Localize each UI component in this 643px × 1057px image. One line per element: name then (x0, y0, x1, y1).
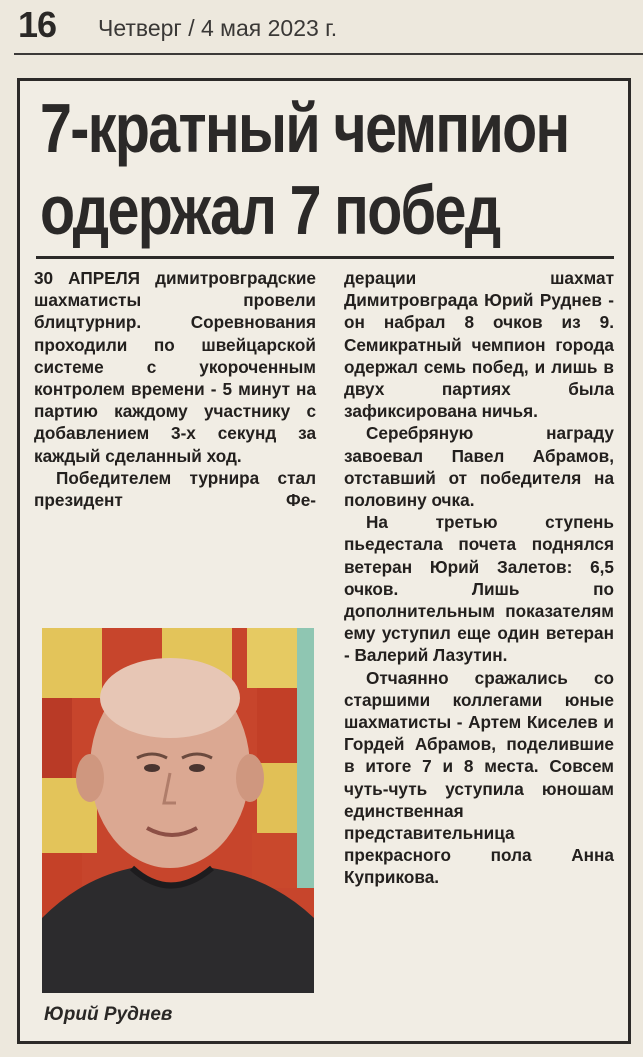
article-frame (17, 78, 631, 1044)
article-column-left (34, 267, 316, 511)
article-paragraph-2-end: дерации шахмат Димитровграда Юрий Руднев - он набрал 8 очков из 9. Семикратный чемпион города одержал семь побед, и лишь в двух партиях была зафиксирована ничья. (344, 268, 614, 422)
header-rule (14, 53, 643, 55)
article-paragraph-4: На третью ступень пьедестала почета поднялся ветеран Юрий Залетов: 6,5 очков. Лишь по дополнительным показателям ему уступил еще один ветеран - Валерий Лазутин. (344, 512, 614, 666)
photo-caption: Юрий Руднев (44, 1004, 173, 1025)
article-headline (40, 87, 569, 251)
headline-rule (36, 256, 614, 259)
page-header (0, 0, 643, 52)
article-paragraph-1 (34, 267, 316, 467)
headline-line-1: 7-кратный чемпион (40, 89, 569, 167)
article-paragraph-3: Серебряную награду завоевал Павел Абрамов, отставший от победителя на половину очка. (344, 423, 614, 511)
article-paragraph-2-start: Победителем турнира стал президент Фе- (34, 467, 316, 511)
paragraph-1-text: димитровградские шахматисты провели блицтурнир. Соревнования проходили по швейцарской системе с укороченным контролем времени - 5 минут на партию каждому участнику с добавлением 3-х секунд за каждый сделанный ход. (34, 268, 316, 466)
headline-line-2: одержал 7 побед (40, 171, 500, 249)
article-column-right (344, 267, 614, 889)
article-paragraph-5: Отчаянно сражались со старшими коллегами юные шахматисты - Артем Киселев и Гордей Абрамов, поделившие в итоге 7 и 8 места. Совсем чуть-чуть уступила юношам единственная представительница прекрасного пола Анна Куприкова. (344, 667, 614, 888)
lead-date: 30 АПРЕЛЯ (34, 268, 141, 288)
portrait-photo (42, 628, 314, 993)
issue-date: Четверг / 4 мая 2023 г. (98, 15, 338, 41)
page-number: 16 (18, 4, 57, 45)
portrait-illustration (42, 628, 314, 993)
